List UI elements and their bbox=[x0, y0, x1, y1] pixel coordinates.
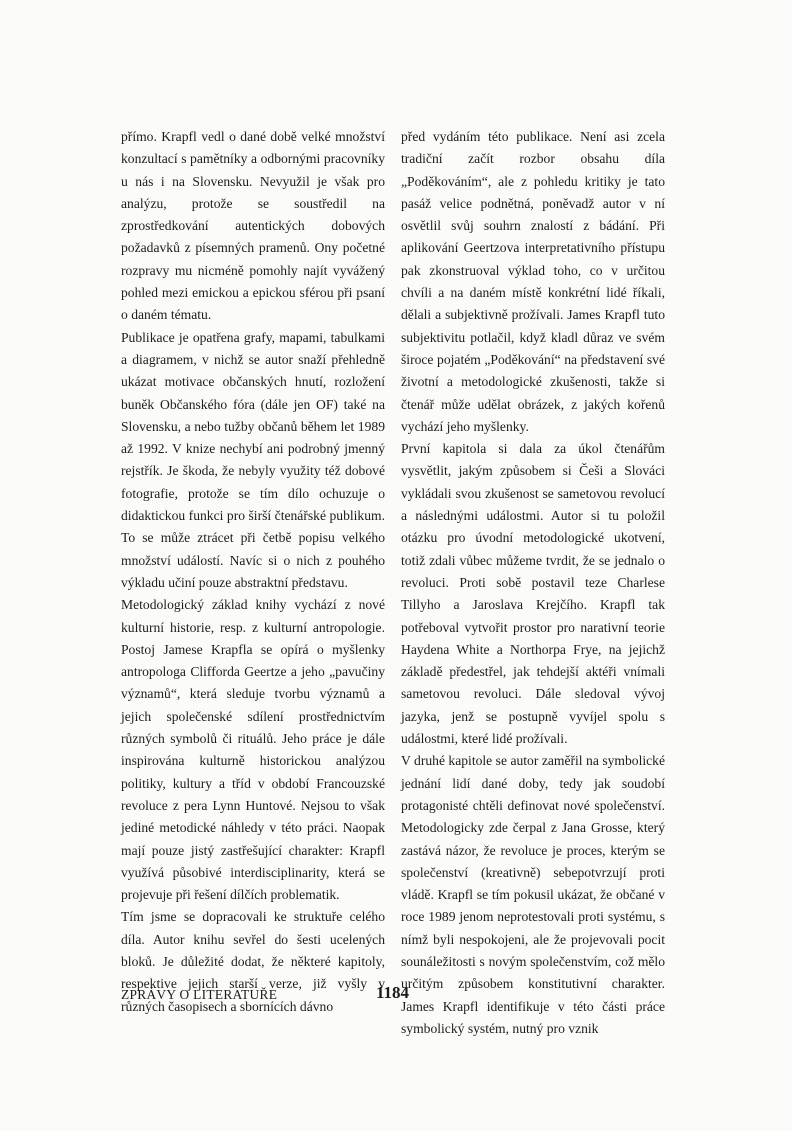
left-text-column bbox=[121, 126, 385, 1018]
paragraph: První kapitola si dala za úkol čtenářům vysvětlit, jakým způsobem si Češi a Slováci vykládali svou zkušenost se sametovou revolucí a následnými událostmi. Autor si tu položil otázku pro úvodní metodologické ukotvení, totiž zdali vůbec můžeme tvrdit, že se jednalo o revoluci. Proti sobě postavil teze Charlese Tillyho a Jaroslava Krejčího. Krapfl tak potřeboval vytvořit prostor pro narativní teorie Haydena White a Northorpa Frye, na jejichž základě předestřel, jak tehdejší aktéři vnímali sametovou revoluci. Dále sledoval vývoj jazyka, jenž se postupně vyvíjel spolu s událostmi, které lidé prožívali. bbox=[401, 441, 665, 747]
page-footer bbox=[121, 983, 665, 1007]
paragraph: Tím jsme se dopracovali ke struktuře celého díla. Autor knihu sevřel do šesti ucelených bloků. Je důležité dodat, že některé kapitoly, respektive jejich starší verze, již vyšly v různých časopisech a sbornících dávno bbox=[121, 909, 385, 1014]
page-number: 1184 bbox=[376, 983, 410, 1002]
running-title: ZPRÁVY O LITERATUŘE bbox=[121, 987, 278, 1002]
paragraph: V druhé kapitole se autor zaměřil na symbolické jednání lidí dané doby, tedy jak soudobí protagonisté chtěli definovat nové společenství. Metodologicky zde čerpal z Jana Grosse, který zastává názor, že revoluce je proces, kterým se společenství (kreativně) sebepotvrzují proti vládě. Krapfl se tím pokusil ukázat, že občané v roce 1989 jenom neprotestovali proti systému, s nímž byli nespokojeni, ale že projevovali pocit sounáležitosti s novým společenstvím, což mělo určitým způsobem konstitutivní charakter. James Krapfl identifikuje v této části práce symbolický systém, nutný pro vznik bbox=[401, 753, 665, 1036]
right-text-column bbox=[401, 126, 665, 1040]
paragraph: Metodologický základ knihy vychází z nové kulturní historie, resp. z kulturní antropologie. Postoj Jamese Krapfla se opírá o myšlenky antropologa Clifforda Geertze a jeho „pavučiny významů“, která sleduje tvorbu významů a jejich společenské sdílení prostřednictvím různých symbolů či rituálů. Jeho práce je dále inspirována kulturně historickou analýzou politiky, kultury a tříd v období Francouzské revoluce z pera Lynn Huntové. Nejsou to však jediné metodické náhledy v této práci. Naopak mají pouze jistý zastřešující charakter: Krapfl využívá působivé interdisciplinarity, která se projevuje při řešení dílčích problematik. bbox=[121, 597, 385, 903]
paragraph: před vydáním této publikace. Není asi zcela tradiční začít rozbor obsahu díla „Poděkováním“, ale z pohledu kritiky je tato pasáž velice podnětná, poněvadž autor v ní osvětlil svůj souhrn znalostí z bádání. Při aplikování Geertzova interpretativního přístupu pak zkonstruoval výklad toho, co v určitou chvíli a na daném místě konkrétní lidé říkali, dělali a subjektivně prožívali. James Krapfl tuto subjektivitu potlačil, když kladl důraz ve svém široce pojatém „Poděkování“ na představení své životní a metodologické zkušenosti, takže si čtenář může udělat obrázek, z jakých kořenů vychází jeho myšlenky. bbox=[401, 129, 665, 434]
paragraph: přímo. Krapfl vedl o dané době velké množství konzultací s pamětníky a odbornými pracovníky u nás i na Slovensku. Nevyužil je však pro analýzu, protože se soustředil na zprostředkování autentických dobových požadavků z písemných pramenů. Ony početné rozpravy mu nicméně pomohly najít vyvážený pohled mezi emickou a epickou sférou při psaní o daném tématu. bbox=[121, 129, 385, 323]
paragraph: Publikace je opatřena grafy, mapami, tabulkami a diagramem, v nichž se autor snaží přehledně ukázat motivace občanských hnutí, rozložení buněk Občanského fóra (dále jen OF) také na Slovensku, a nebo tužby občanů během let 1989 až 1992. V knize nechybí ani podrobný jmenný rejstřík. Je škoda, že nebyly využity též dobové fotografie, protože se tím dílo ochuzuje o didaktickou funkci pro širší čtenářské publikum. To se může ztrácet při četbě popisu velkého množství událostí. Navíc si o nich z pouhého výkladu učiní pouze abstraktní představu. bbox=[121, 329, 385, 590]
